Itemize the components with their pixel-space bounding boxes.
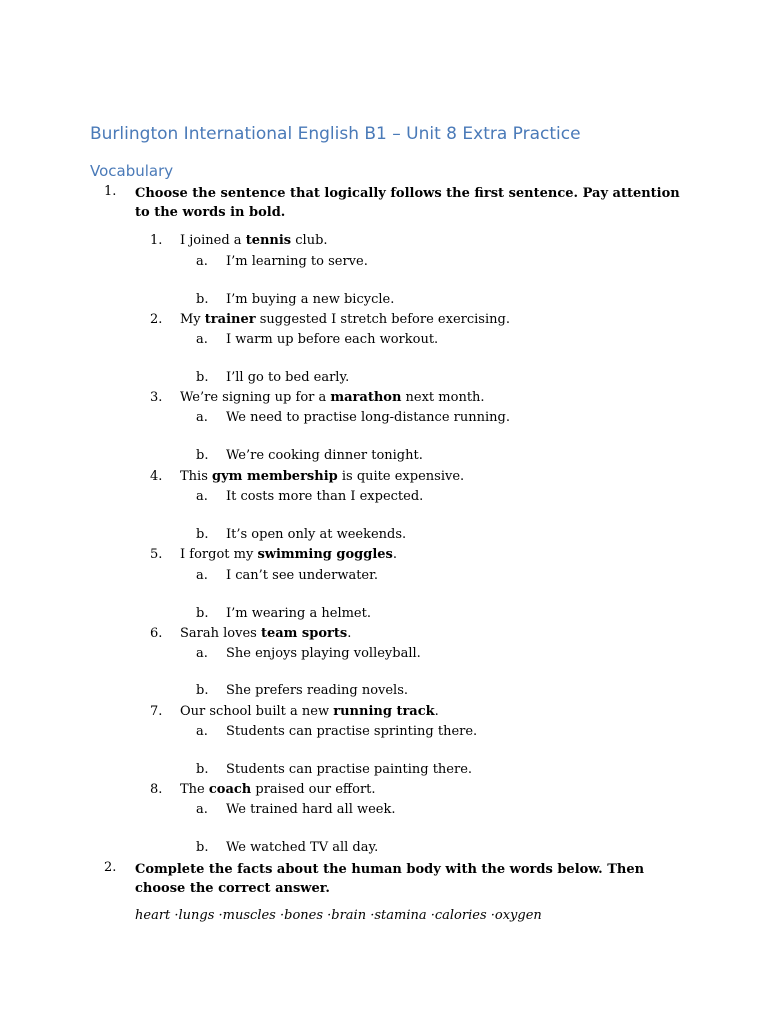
item-number: 8.: [150, 782, 163, 797]
option-a-letter: a.: [196, 802, 208, 817]
option-a-text: We trained hard all week.: [226, 802, 396, 817]
option-b-text: I’m wearing a helmet.: [226, 606, 371, 621]
sentence-end: praised our effort.: [251, 782, 376, 797]
option-b-letter: b.: [196, 683, 209, 698]
bold-word: swimming goggles: [257, 547, 393, 562]
sentence-start: My: [180, 312, 205, 327]
option-a-letter: a.: [196, 489, 208, 504]
option-b-text: She prefers reading novels.: [226, 683, 409, 698]
sentence-end: next month.: [401, 390, 485, 405]
item-number: 4.: [150, 469, 163, 484]
option-b-text: Students can practise painting there.: [226, 762, 473, 777]
bold-word: gym membership: [212, 469, 338, 484]
item-sentence: [180, 704, 439, 719]
item-sentence: [180, 547, 397, 562]
bold-word: tennis: [245, 233, 292, 248]
bold-word: coach: [208, 782, 252, 797]
option-b-letter: b.: [196, 840, 209, 855]
option-b-letter: b.: [196, 527, 209, 542]
sentence-start: Our school built a new: [180, 704, 334, 719]
item-sentence: [180, 233, 328, 248]
word-bank: heart ·lungs ·muscles ·bones ·brain ·stamina ·calories ·oxygen: [135, 908, 542, 923]
option-b-text: I’m buying a new bicycle.: [226, 292, 395, 307]
option-a-text: She enjoys playing volleyball.: [226, 646, 421, 661]
item-sentence: [180, 390, 485, 405]
sentence-end: suggested I stretch before exercising.: [255, 312, 510, 327]
item-sentence: [180, 626, 351, 641]
option-a-letter: a.: [196, 724, 208, 739]
section-heading: Vocabulary: [90, 162, 174, 180]
option-b-letter: b.: [196, 762, 209, 777]
sentence-start: Sarah loves: [180, 626, 261, 641]
option-a-text: I can’t see underwater.: [226, 568, 379, 583]
option-b-text: I’ll go to bed early.: [226, 370, 350, 385]
sentence-start: We’re signing up for a: [180, 390, 331, 405]
option-b-letter: b.: [196, 606, 209, 621]
option-a-letter: a.: [196, 646, 208, 661]
item-number: 3.: [150, 390, 163, 405]
sentence-end: .: [434, 704, 439, 719]
option-b-text: We’re cooking dinner tonight.: [226, 448, 423, 463]
question-1-instruction: Choose the sentence that logically follows the first sentence. Pay attention to the words in bold.: [135, 186, 680, 220]
option-b-letter: b.: [196, 292, 209, 307]
item-sentence: [180, 469, 464, 484]
option-a-letter: a.: [196, 568, 208, 583]
option-b-letter: b.: [196, 448, 209, 463]
bold-word: marathon: [330, 390, 402, 405]
option-a-text: I’m learning to serve.: [226, 254, 368, 269]
option-a-letter: a.: [196, 332, 208, 347]
option-a-letter: a.: [196, 254, 208, 269]
sentence-end: club.: [291, 233, 328, 248]
option-a-text: It costs more than I expected.: [226, 489, 424, 504]
option-a-text: I warm up before each workout.: [226, 332, 439, 347]
question-1-number: 1.: [104, 184, 117, 199]
sentence-start: I forgot my: [180, 547, 258, 562]
bold-word: trainer: [204, 312, 256, 327]
item-sentence: [180, 312, 510, 327]
option-b-letter: b.: [196, 370, 209, 385]
sentence-start: The: [180, 782, 209, 797]
item-sentence: [180, 782, 376, 797]
question-2-number: 2.: [104, 860, 117, 875]
sentence-end: .: [392, 547, 398, 562]
sentence-end: .: [347, 626, 352, 641]
bold-word: team sports: [260, 626, 348, 641]
document-title: Burlington International English B1 – Unit 8 Extra Practice: [90, 124, 581, 144]
sentence-end: is quite expensive.: [337, 469, 465, 484]
item-number: 6.: [150, 626, 163, 641]
item-number: 5.: [150, 547, 163, 562]
option-b-text: It’s open only at weekends.: [226, 527, 407, 542]
item-number: 1.: [150, 233, 163, 248]
option-a-text: Students can practise sprinting there.: [226, 724, 478, 739]
option-a-text: We need to practise long-distance running.: [226, 410, 510, 425]
question-2-instruction: Complete the facts about the human body with the words below. Then choose the correct answer.: [135, 862, 645, 896]
sentence-start: This: [180, 469, 213, 484]
option-a-letter: a.: [196, 410, 208, 425]
option-b-text: We watched TV all day.: [226, 840, 379, 855]
item-number: 7.: [150, 704, 163, 719]
bold-word: running track: [333, 704, 435, 719]
sentence-start: I joined a: [180, 233, 246, 248]
item-number: 2.: [150, 312, 163, 327]
